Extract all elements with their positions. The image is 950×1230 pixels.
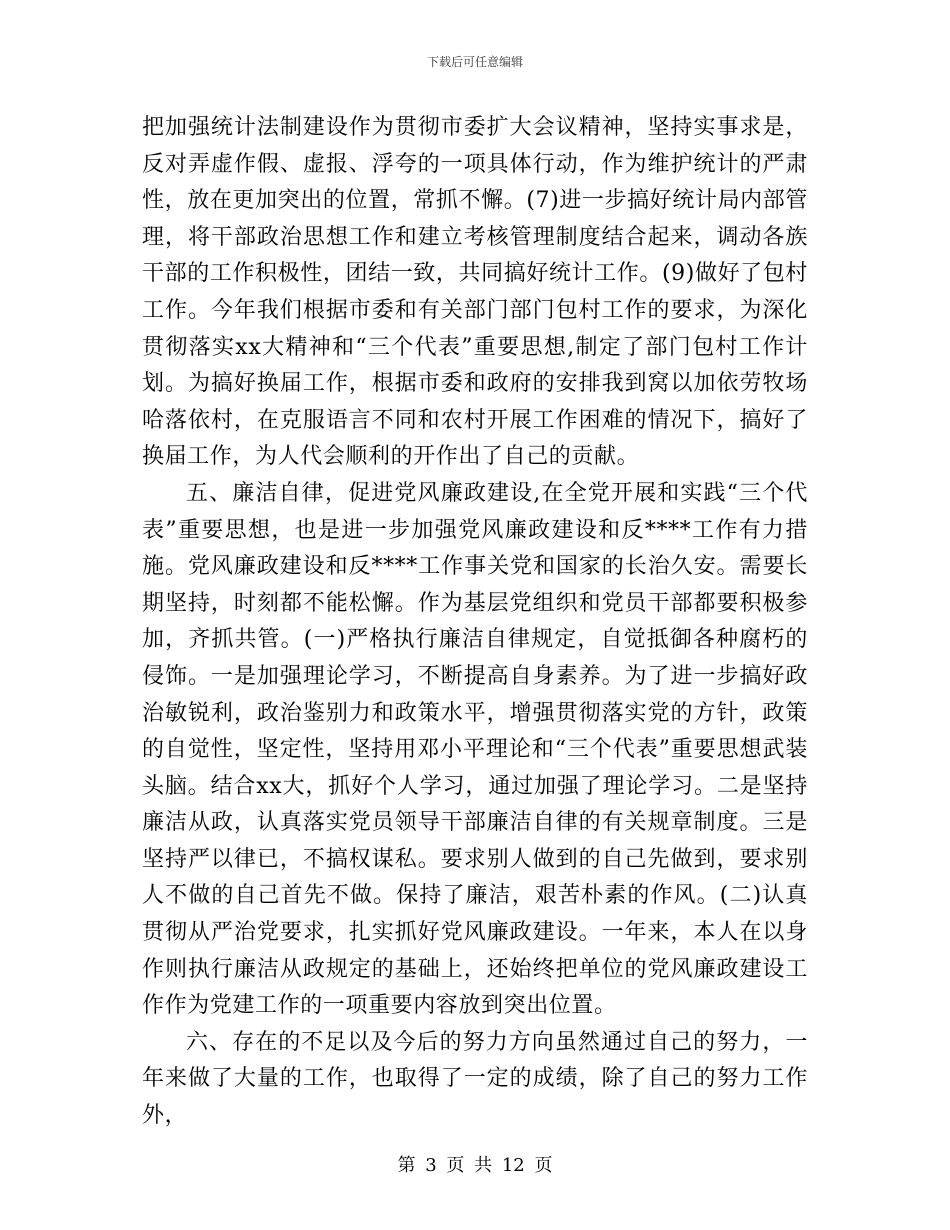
- page-number-footer: 第 3 页 共 12 页: [397, 1155, 553, 1176]
- document-body: [142, 110, 808, 1135]
- page-header-note: 下载后可任意编辑: [426, 55, 523, 69]
- paragraph-1: 把加强统计法制建设作为贯彻市委扩大会议精神，坚持实事求是，反对弄虚作假、虚报、浮夸的一项具体行动，作为维护统计的严肃性，放在更加突出的位置，常抓不懈。(7)进一步搞好统计局内部管理，将干部政治思想工作和建立考核管理制度结合起来，调动各族干部的工作积极性，团结一致，共同搞好统计工作。(9)做好了包村工作。今年我们根据市委和有关部门部门包村工作的要求，为深化贯彻落实xx大精神和“三个代表”重要思想,制定了部门包村工作计划。为搞好换届工作，根据市委和政府的安排我到窝以加依劳牧场哈落依村，在克服语言不同和农村开展工作困难的情况下，搞好了换届工作，为人代会顺利的开作出了自己的贡献。: [142, 115, 808, 470]
- paragraph-3: 六、存在的不足以及今后的努力方向虽然通过自己的努力，一年来做了大量的工作，也取得了一定的成绩，除了自己的努力工作外，: [142, 1029, 808, 1129]
- paragraph-2: 五、廉洁自律，促进党风廉政建设,在全党开展和实践“三个代表”重要思想，也是进一步加强党风廉政建设和反****工作有力措施。党风廉政建设和反****工作事关党和国家的长治久安。需要长期坚持，时刻都不能松懈。作为基层党组织和党员干部都要积极参加，齐抓共管。(一)严格执行廉洁自律规定，自觉抵御各种腐朽的侵饰。一是加强理论学习，不断提高自身素养。为了进一步搞好政治敏锐利，政治鉴别力和政策水平，增强贯彻落实党的方针，政策的自觉性，坚定性，坚持用邓小平理论和“三个代表”重要思想武装头脑。结合xx大，抓好个人学习，通过加强了理论学习。二是坚持廉洁从政，认真落实党员领导干部廉洁自律的有关规章制度。三是坚持严以律已，不搞权谋私。要求别人做到的自己先做到，要求别人不做的自己首先不做。保持了廉洁，艰苦朴素的作风。(二)认真贯彻从严治党要求，扎实抓好党风廉政建设。一年来，本人在以身作则执行廉洁从政规定的基础上，还始终把单位的党风廉政建设工作作为党建工作的一项重要内容放到突出位置。: [142, 480, 808, 1019]
